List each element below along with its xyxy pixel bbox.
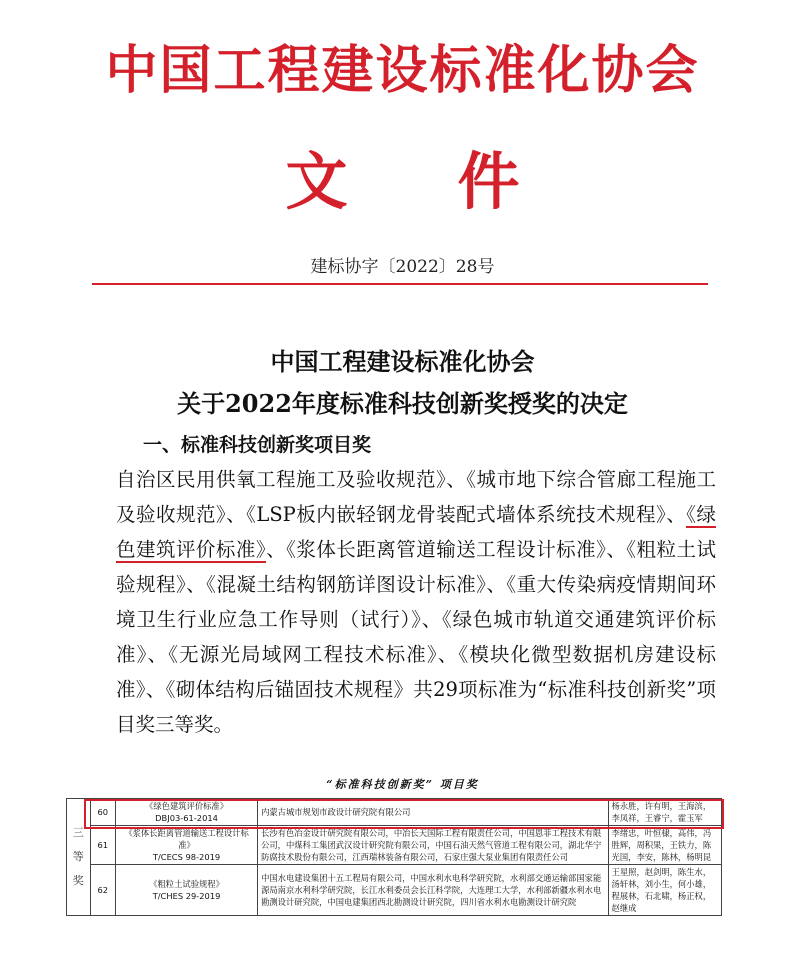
section-heading: 一、标准科技创新奖项目奖 <box>143 434 372 456</box>
issuer-title: 中国工程建设标准化协会 <box>105 40 700 101</box>
standard-title: 《粗粒土试验规程》 <box>149 879 224 889</box>
award-tier-cell <box>67 799 91 916</box>
highlighted-standard: 《绿色建筑评价标准》 <box>116 503 716 561</box>
row-number: 60 <box>90 799 116 826</box>
standard-title-cell <box>116 799 258 826</box>
standard-title-cell <box>116 865 258 916</box>
table-row <box>67 799 722 826</box>
standard-title: 《浆体长距离管道输送工程设计标准》 <box>124 828 249 850</box>
table-row <box>67 865 722 916</box>
decision-title: 关于2022年度标准科技创新奖授奖的决定 <box>177 389 628 418</box>
document-number: 建标协字〔2022〕28号 <box>310 257 495 277</box>
row-number: 62 <box>90 865 116 916</box>
organizations-cell: 中国水电建设集团十五工程局有限公司，中国水利水电科学研究院，水利部交通运输部国家能源局南京水利科学研究院，长江水利委员会长江科学院，大连理工大学，水利部新疆水利水电勘测设计研究院，中国电建集团西北勘测设计研究院，四川省水利水电勘测设计研究院 <box>258 865 608 916</box>
table-row <box>67 826 722 865</box>
organizations-cell: 长沙有色冶金设计研究院有限公司，中冶长天国际工程有限责任公司，中国恩菲工程技术有限公司，中煤科工集团武汉设计研究院有限公司，中国石油天然气管道工程有限公司，湖北华宁防腐技术股份有限公司，江西瑞林装备有限公司，石家庄强大泵业集团有限责任公司 <box>258 826 608 865</box>
standard-title: 《绿色建筑评价标准》 <box>145 801 229 811</box>
decision-org-title: 中国工程建设标准化协会 <box>270 347 535 376</box>
awards-table <box>66 798 722 916</box>
body-text-before: 自治区民用供氧工程施工及验收规范》、《城市地下综合管廊工程施工及验收规范》、《LSP板内嵌轻钢龙骨装配式墙体系统技术规程》、 <box>116 468 716 526</box>
red-divider-line <box>92 283 708 285</box>
standard-code: DBJ03-61-2014 <box>155 813 218 823</box>
award-tier-label: 三等奖 <box>72 826 84 887</box>
organizations-cell: 内蒙古城市规划市政设计研究院有限公司 <box>258 799 608 826</box>
standard-title-cell <box>116 826 258 865</box>
table-caption: “标准科技创新奖” 项目奖 <box>326 778 479 791</box>
standard-code: T/CHES 29-2019 <box>152 891 221 901</box>
row-number: 61 <box>90 826 116 865</box>
decision-body-paragraph <box>116 462 716 742</box>
standard-code: T/CECS 98-2019 <box>152 852 221 862</box>
body-text-after: 、《浆体长距离管道输送工程设计标准》、《粗粒土试验规程》、《混凝土结构钢筋详图设计标准》、《重大传染病疫情期间环境卫生行业应急工作导则（试行）》、《绿色城市轨道交通建筑评价标准》、《无源光局域网工程技术标准》、《模块化微型数据机房建设标准》、《砌体结构后锚固技术规程》共29项标准为“标准科技创新奖”项目奖三等奖。 <box>116 538 716 736</box>
people-cell: 杨永胜，许有明，王海滨，李凤祥，王睿宁，霍玉军 <box>608 799 721 826</box>
people-cell: 李绪忠，叶恒棣，高伟，冯胜辉，周积果，王铁力，陈光国，李安，陈林，杨明昆 <box>608 826 721 865</box>
people-cell: 王星照，赵剑明，陈生水，汤轩林，刘小生，何小雄，程展林，石北啸，杨正权，赵继成 <box>608 865 721 916</box>
document-label: 文件 <box>285 145 630 218</box>
